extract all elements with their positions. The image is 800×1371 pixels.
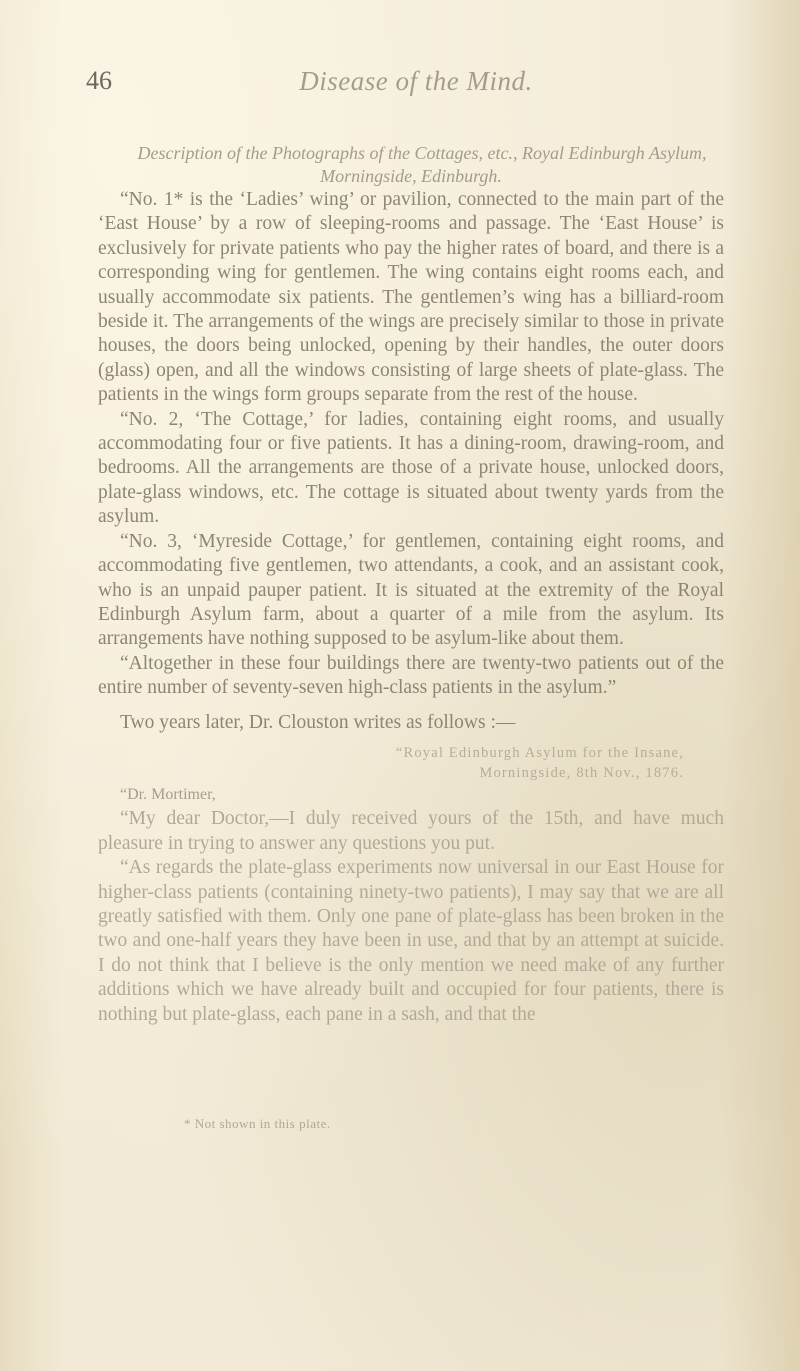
letter-paragraph-1: “My dear Doctor,—I duly received yours of the 15th, and have much pleasure in trying to answer any questions you put. [98,808,724,854]
page-number: 46 [86,66,112,95]
description-heading: Description of the Photographs of the Cottages, etc., Royal Edinburgh Asylum, Morningside, Edinburgh. [137,143,707,186]
body-text [98,142,724,1027]
paragraph-4: “Altogether in these four buildings there are twenty-two patients out of the entire number of seventy-seven high-class patients in the asylum.” [98,652,724,699]
intro-sentence: Two years later, Dr. Clouston writes as follows :— [120,711,516,733]
letter-head-line-1: “Royal Edinburgh Asylum for the Insane, [395,744,684,761]
running-title: Disease of the Mind. [299,66,533,96]
letter-head [98,743,684,783]
paragraph-3: “No. 3, ‘Myreside Cottage,’ for gentlemen, containing eight rooms, and accommodating five gentlemen, two attendants, a cook, and an assistant cook, who is an unpaid pauper patient. It is situated at the extremity of the Royal Edinburgh Asylum farm, about a quarter of a mile from the asylum. Its arrangements have nothing supposed to be asylum-like about them. [98,530,724,650]
page-header [86,66,746,102]
footnote: * Not shown in this plate. [184,1116,331,1131]
letter-paragraph-2: “As regards the plate-glass experiments now universal in our East House for higher-class patients (containing ninety-two patients), I may say that we are all greatly satisfied with them. Only one pane of plate-glass has been broken in the two and one-half years they have been in use, and that by an attempt at suicide. I do not think that I believe is the only mention we need make of any further additions which we have already built and occupied for four patients, there is nothing but plate-glass, each pane in a sash, and that the [98,857,724,1025]
paragraph-1: “No. 1* is the ‘Ladies’ wing’ or pavilion, connected to the main part of the ‘East House’ by a row of sleeping-rooms and passage. The ‘East House’ is exclusively for private patients who pay the higher rates of board, and there is a corresponding wing for gentlemen. The wing contains eight rooms each, and usually accommodate six patients. The gentlemen’s wing has a billiard-room beside it. The arrangements of the wings are precisely similar to those in private houses, the doors being unlocked, opening by their handles, the outer doors (glass) open, and all the windows consisting of large sheets of plate-glass. The patients in the wings form groups separate from the rest of the house. [98,189,724,406]
paragraph-2: “No. 2, ‘The Cottage,’ for ladies, containing eight rooms, and usually accommodating four or five patients. It has a dining-room, drawing-room, and bedrooms. All the arrangements are those of a private house, unlocked doors, plate-glass windows, etc. The cottage is situated about twenty yards from the asylum. [98,408,724,528]
salutation: “Dr. Mortimer, [120,785,216,803]
letter-head-line-2: Morningside, 8th Nov., 1876. [479,764,684,781]
